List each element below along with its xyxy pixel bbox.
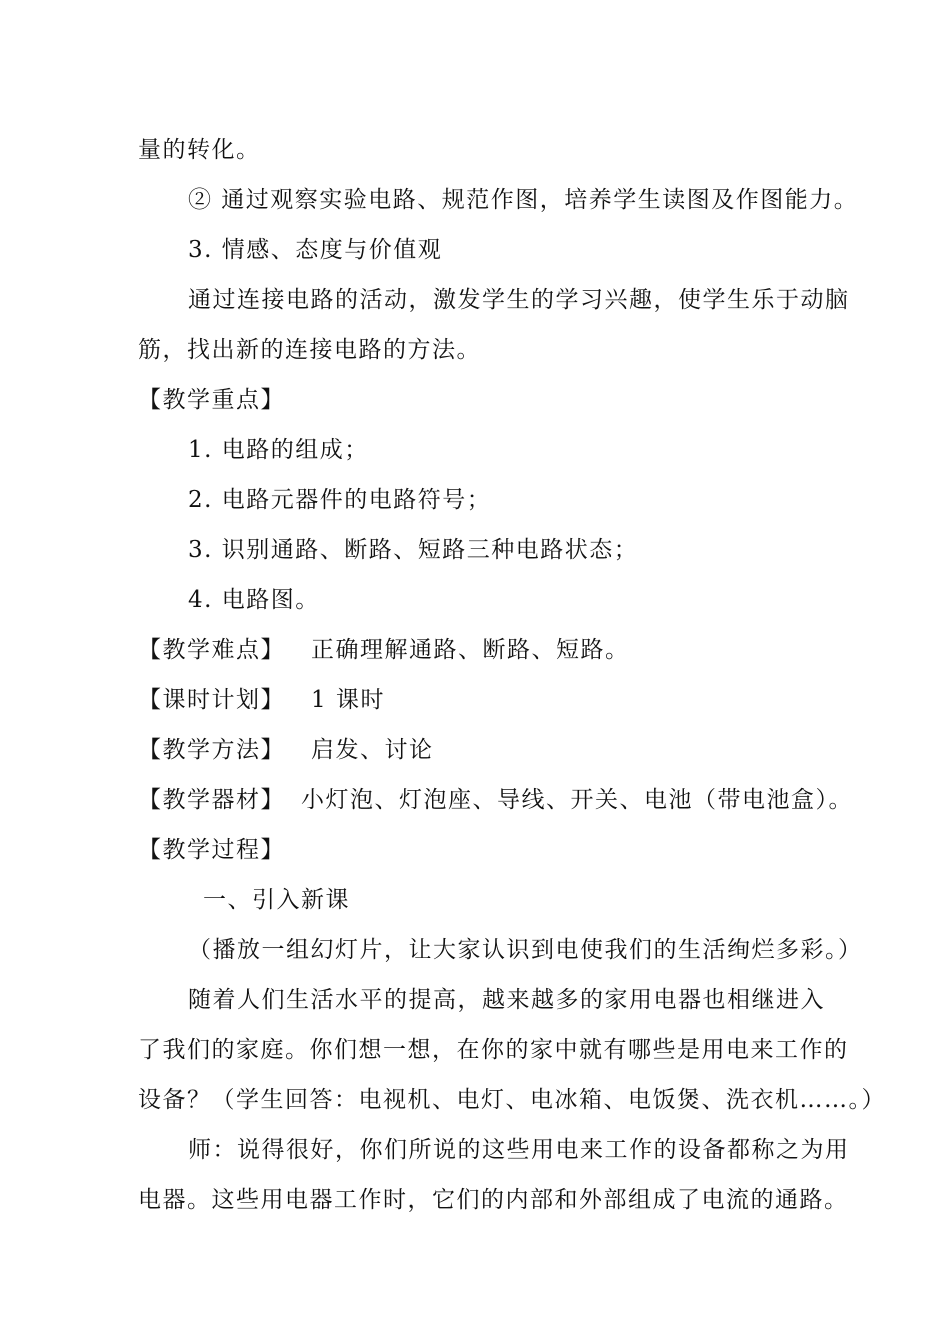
heading-process: 【教学过程】	[138, 837, 285, 863]
equipment-text: 小灯泡、灯泡座、导线、开关、电池（带电池盒）。	[301, 787, 853, 813]
text-line: （播放一组幻灯片，让大家认识到电使我们的生活绚烂多彩。）	[188, 937, 863, 963]
heading-equipment-row	[138, 785, 853, 815]
method-text: 启发、讨论	[311, 737, 434, 763]
heading-method: 【教学方法】	[138, 737, 285, 763]
section-title: 一、引入新课	[203, 887, 350, 913]
text-line: ② 通过观察实验电路、规范作图，培养学生读图及作图能力。	[188, 187, 859, 213]
list-item: 1. 电路的组成；	[188, 437, 369, 463]
text-line: 师：说得很好，你们所说的这些用电来工作的设备都称之为用	[188, 1137, 850, 1163]
schedule-text: 1 课时	[311, 687, 385, 713]
heading-method-row	[138, 735, 434, 765]
text-line: 随着人们生活水平的提高，越来越多的家用电器也相继进入	[188, 987, 825, 1013]
text-line: 了我们的家庭。你们想一想，在你的家中就有哪些是用电来工作的	[138, 1037, 849, 1063]
heading-equipment: 【教学器材】	[138, 787, 285, 813]
text-line: 通过连接电路的活动，激发学生的学习兴趣，使学生乐于动脑	[188, 287, 850, 313]
heading-key-points: 【教学重点】	[138, 387, 285, 413]
heading-difficulty: 【教学难点】	[138, 637, 285, 663]
text-line: 电器。这些用电器工作时，它们的内部和外部组成了电流的通路。	[138, 1187, 849, 1213]
list-item: 4. 电路图。	[188, 587, 320, 613]
heading-difficulty-row	[138, 635, 630, 665]
section-subheading: 3. 情感、态度与价值观	[188, 237, 443, 263]
heading-schedule-row	[138, 685, 385, 715]
text-line: 量的转化。	[138, 137, 261, 163]
text-line: 筋，找出新的连接电路的方法。	[138, 337, 481, 363]
list-item: 3. 识别通路、断路、短路三种电路状态；	[188, 537, 639, 563]
list-item: 2. 电路元器件的电路符号；	[188, 487, 492, 513]
heading-schedule: 【课时计划】	[138, 687, 285, 713]
difficulty-text: 正确理解通路、断路、短路。	[311, 637, 630, 663]
text-line: 设备？（学生回答：电视机、电灯、电冰箱、电饭煲、洗衣机……。）	[138, 1087, 886, 1113]
